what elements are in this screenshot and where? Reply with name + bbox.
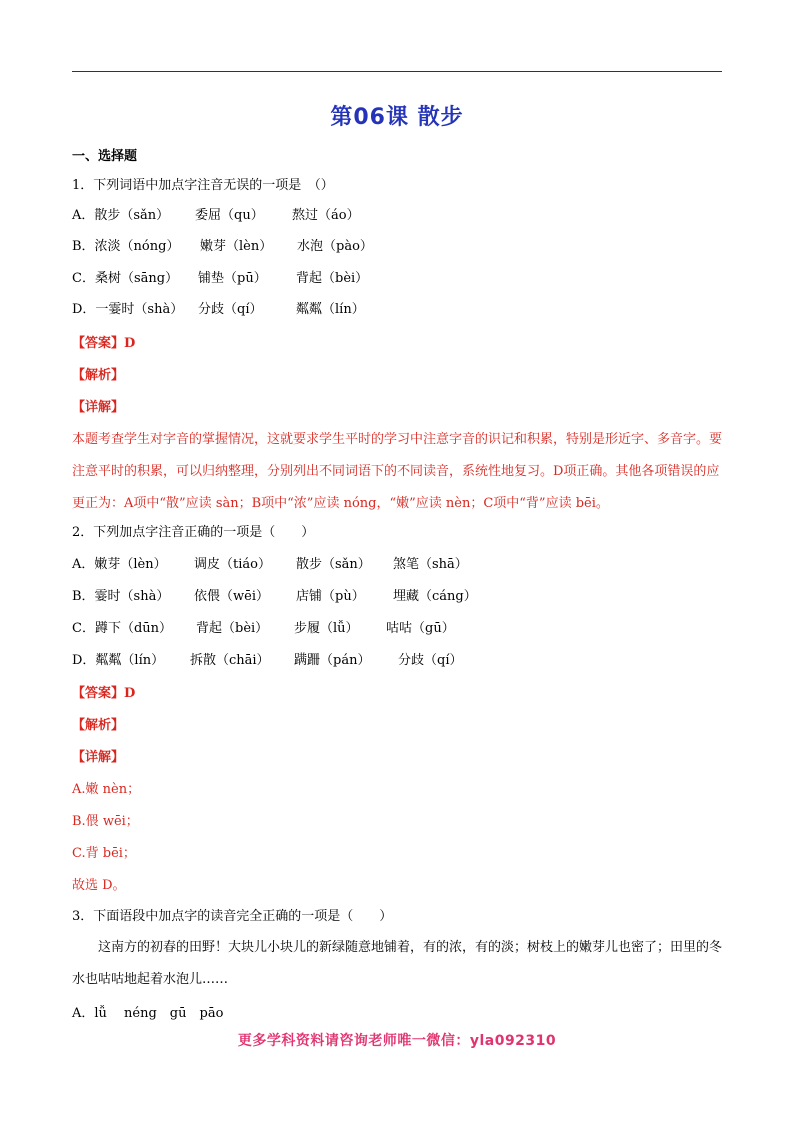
q2-a-2: 调皮（tiáo） [194,557,271,572]
page-title: 第06课 散步 [330,105,464,130]
q2-analysis-label: 【解析】 [72,718,125,733]
q2-b-1: B．霎时（shà） [72,589,170,604]
q2-d-2: 拆散（chāi） [190,653,270,668]
q1-a-2: 委屈（qu） [195,208,264,223]
q2-answer-tag: 【答案】 [72,686,125,701]
q1-option-b [72,238,373,256]
q2-d-4: 分歧（qí） [398,653,463,668]
q1-b-2: 嫩芽（lèn） [200,239,273,254]
q1-b-1: B．浓淡（nóng） [72,239,180,254]
q1-a-3: 熬过（áo） [292,208,360,223]
q2-d-1: D．粼粼（lín） [72,653,165,668]
q2-note-1: A.嫩 nèn； [72,782,141,797]
section-heading: 一、选择题 [72,149,138,164]
q2-a-1: A．嫩芽（lèn） [72,557,167,572]
q1-c-1: C．桑树（sāng） [72,271,179,286]
q1-answer [72,335,135,353]
q1-option-d [72,301,365,319]
q2-answer-value: D [124,686,136,701]
q1-detail-label: 【详解】 [72,400,125,415]
q2-option-c [72,620,455,638]
footer-contact: 更多学科资料请咨询老师唯一微信：yla092310 [237,1033,557,1049]
q2-c-3: 步履（lǚ） [294,621,359,636]
q1-analysis-tag [72,367,124,385]
q2-note-2: B.偎 wēi； [72,814,139,829]
q2-detail-tag [72,749,124,767]
q1-c-3: 背起（bèi） [296,271,369,286]
q1-option-a [72,207,360,225]
header-rule [72,71,722,72]
q3-stem: 3．下面语段中加点字的读音完全正确的一项是（ ） [72,909,393,924]
q2-a-4: 煞笔（shā） [393,557,468,572]
q1-c-2: 铺垫（pū） [198,271,267,286]
q3-option-a: A．lǚ néng gū pāo [72,1006,224,1021]
q2-note-3: C.背 bēi； [72,846,136,861]
q1-answer-tag: 【答案】 [72,336,125,351]
q2-a-3: 散步（sǎn） [296,557,371,572]
q2-c-4: 咕咕（gū） [386,621,455,636]
q2-option-a [72,556,468,574]
q2-b-4: 埋藏（cáng） [393,589,477,604]
q3-passage [72,932,722,996]
q1-option-c [72,270,368,288]
q1-analysis-label: 【解析】 [72,368,125,383]
q2-analysis-tag [72,717,124,735]
q1-d-3: 粼粼（lín） [296,302,365,317]
q3-passage-text: 这南方的初春的田野！大块儿小块儿的新绿随意地铺着，有的浓，有的淡；树枝上的嫩芽儿也密了；田里的冬水也咕咕地起着水泡儿…… [72,940,723,987]
q2-c-1: C．蹲下（dūn） [72,621,173,636]
q1-d-2: 分歧（qí） [198,302,263,317]
q1-stem: 1．下列词语中加点字注音无误的一项是 （） [72,178,334,193]
q2-detail-label: 【详解】 [72,750,125,765]
q2-note-4: 故选 D。 [72,878,126,893]
q1-detail-tag [72,399,124,417]
q2-stem: 2．下列加点字注音正确的一项是（ ） [72,525,315,540]
q2-answer [72,685,135,703]
q1-d-1: D．一霎时（shà） [72,302,184,317]
q2-c-2: 背起（bèi） [196,621,269,636]
q1-b-3: 水泡（pào） [297,239,373,254]
q2-b-3: 店铺（pù） [296,589,365,604]
q2-b-2: 依偎（wēi） [194,589,269,604]
q2-d-3: 蹒跚（pán） [294,653,371,668]
q2-option-b [72,588,477,606]
q1-detail-text: 本题考查学生对字音的掌握情况，这就要求学生平时的学习中注意字音的识记和积累，特别是形近字、多音字。要注意平时的积累，可以归纳整理，分别列出不同词语下的不同读音，系统性地复习。D项正确。其他各项错误的应更正为：A项中“散”应读 sàn；B项中“浓”应读 nóng，“嫩”应读 nèn；C项中“背”应读 bēi。 [72,432,723,511]
q1-answer-value: D [124,336,136,351]
q1-a-1: A．散步（sǎn） [72,208,170,223]
q2-option-d [72,652,462,670]
